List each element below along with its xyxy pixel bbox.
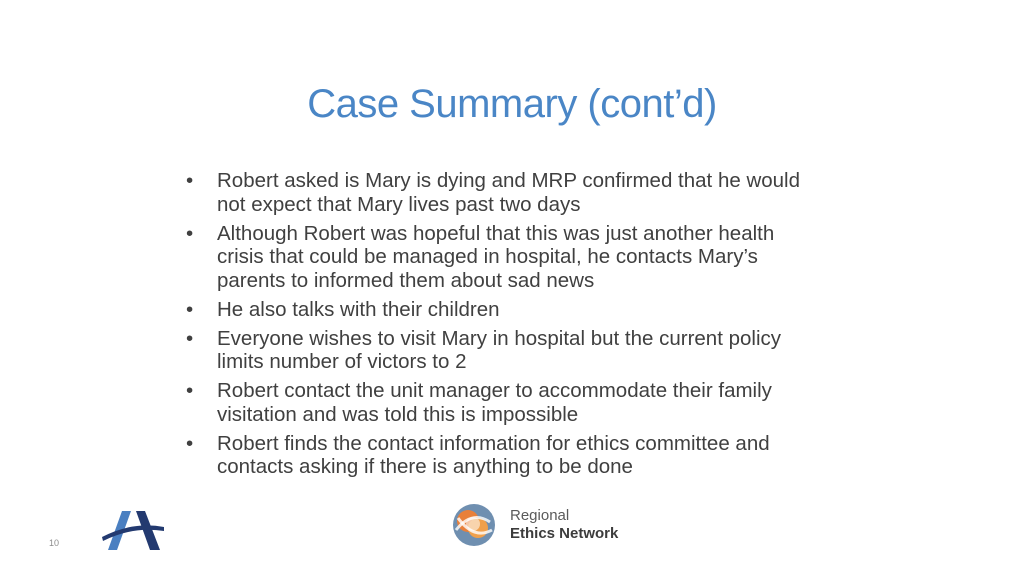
bullet-item: • Everyone wishes to visit Mary in hospital but the current policy limits number of victors to 2 <box>186 327 826 374</box>
bullet-item: • Robert finds the contact information for ethics committee and contacts asking if there is anything to be done <box>186 432 826 479</box>
bullet-item: • Although Robert was hopeful that this was just another health crisis that could be managed in hospital, he contacts Mary’s parents to informed them about sad news <box>186 222 826 293</box>
arch-logo-icon <box>100 507 166 551</box>
bullet-item: • He also talks with their children <box>186 298 826 322</box>
page-number: 10 <box>49 538 60 548</box>
bullet-list <box>186 169 826 484</box>
logo-text-line1: Regional <box>510 507 570 524</box>
slide-title: Case Summary (cont’d) <box>307 82 717 126</box>
regional-ethics-network-logo-icon <box>444 500 506 549</box>
regional-ethics-network-logo <box>444 500 642 549</box>
bullet-item: • Robert asked is Mary is dying and MRP confirmed that he would not expect that Mary lives past two days <box>186 169 826 216</box>
bullet-item: • Robert contact the unit manager to accommodate their family visitation and was told this is impossible <box>186 379 826 426</box>
logo-text-line2: Ethics Network <box>510 525 619 542</box>
